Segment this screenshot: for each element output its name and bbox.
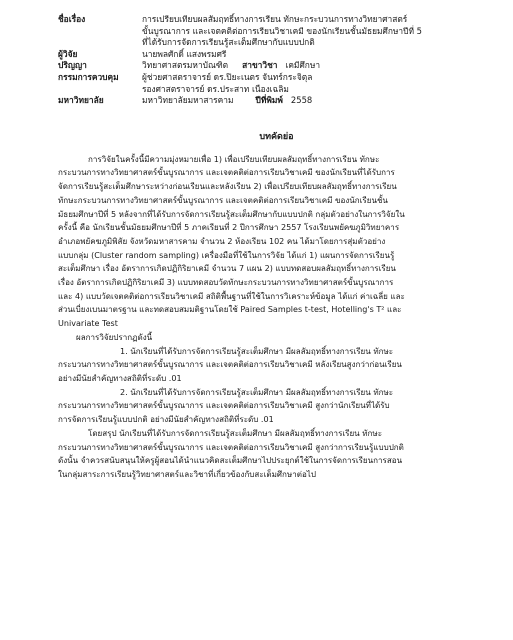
researcher-row — [58, 49, 495, 61]
year-value: 2558 — [290, 95, 313, 106]
university-row — [58, 95, 495, 107]
intro-line: การวิจัยในครั้งนี้มีความมุ่งหมายเพื่อ 1) เพื่อเปรียบเทียบผลสัมฤทธิ์ทางการเรียน ทักษะ — [88, 154, 380, 164]
committee-row — [58, 72, 495, 95]
topic-line: ขั้นบูรณาการ และเจตคติต่อการเรียนวิชาเคมี ของนักเรียนชั้นมัธยมศึกษาปีที่ 5 — [142, 25, 422, 36]
result2-line: กระบวนการทางวิทยาศาสตร์ขั้นบูรณาการ และเจตคติต่อการเรียนวิชาเคมี สูงกว่านักเรียนที่ได้รับ — [58, 401, 390, 411]
result1-line: อย่างมีนัยสำคัญทางสถิติที่ระดับ .01 — [58, 374, 182, 383]
university-name: มหาวิทยาลัยมหาสารคาม — [142, 95, 234, 106]
intro-line: ส่วนเบี่ยงเบนมาตรฐาน และทดสอบสมมติฐานโดยใช้ Paired Samples t-test, Hotelling's T² และ — [58, 305, 402, 315]
intro-line: มัธยมศึกษาปีที่ 5 หลังจากที่ได้รับการจัดการเรียนรู้สะเต็มศึกษากับแบบปกติ กลุ่มตัวอย่างในการวิจัยใน — [58, 209, 405, 219]
major-value: เคมีศึกษา — [285, 60, 321, 71]
intro-line: จัดการเรียนรู้สะเต็มศึกษาระหว่างก่อนเรียนและหลังเรียน 2) เพื่อเปรียบเทียบผลสัมฤทธิ์ทางการเรียน — [58, 182, 397, 192]
major-label: สาขาวิชา — [242, 60, 278, 71]
abstract-body — [58, 153, 495, 482]
intro-line: แบบกลุ่ม (Cluster random sampling) เครื่องมือที่ใช้ในการวิจัย ได้แก่ 1) แผนการจัดการเรียนรู้ — [58, 250, 395, 260]
result2-line: การจัดการเรียนรู้แบบปกติ อย่างมีนัยสำคัญทางสถิติที่ระดับ .01 — [58, 415, 274, 425]
researcher-label: ผู้วิจัย — [58, 48, 78, 59]
results-heading: ผลการวิจัยปรากฏดังนี้ — [76, 332, 153, 342]
intro-line: ทักษะกระบวนการทางวิทยาศาสตร์ขั้นบูรณาการ และเจตคติต่อการเรียนวิชาเคมี ของนักเรียนชั้น — [58, 195, 388, 205]
university-label: มหาวิทยาลัย — [58, 95, 104, 106]
conclusion-line: ในกลุ่มสาระการเรียนรู้วิทยาศาสตร์และวิชาที่เกี่ยวข้องกับสะเต็มศึกษาต่อไป — [58, 469, 316, 479]
result1-line: 1. นักเรียนที่ได้รับการจัดการเรียนรู้สะเต็มศึกษา มีผลสัมฤทธิ์ทางการเรียน ทักษะ — [120, 346, 394, 356]
committee-label: กรรมการควบคุม — [58, 71, 119, 82]
result2-line: 2. นักเรียนที่ได้รับการจัดการเรียนรู้สะเต็มศึกษา มีผลสัมฤทธิ์ทางการเรียน ทักษะ — [120, 387, 394, 397]
intro-line: กระบวนการทางวิทยาศาสตร์ขั้นบูรณาการ และเจตคติต่อการเรียนวิชาเคมี ของนักเรียนที่ได้รับการ — [58, 168, 395, 178]
topic-row — [58, 14, 495, 49]
conclusion-line: ดังนั้น จำควรสนับสนุนให้ครูผู้สอนได้นำแนวคิดสะเต็มศึกษาไปประยุกต์ใช้ในการจัดการเรียนการสอน — [58, 456, 403, 466]
intro-line: ครั้งนี้ คือ นักเรียนชั้นมัธยมศึกษาปีที่ 5 ภาคเรียนที่ 2 ปีการศึกษา 2557 โรงเรียนพยัคฆภูมิวิทยาคาร — [58, 223, 400, 233]
committee-member: รองศาสตราจารย์ ดร.ประสาท เนืองเฉลิม — [142, 83, 289, 94]
topic-value — [142, 14, 495, 49]
degree-label: ปริญญา — [58, 60, 87, 71]
degree-value — [142, 60, 495, 72]
degree-name: วิทยาศาสตรมหาบัณฑิต — [142, 60, 229, 71]
committee-value — [142, 72, 495, 95]
university-value — [142, 95, 495, 107]
degree-row — [58, 60, 495, 72]
topic-line: การเปรียบเทียบผลสัมฤทธิ์ทางการเรียน ทักษะกระบวนการทางวิทยาศาสตร์ — [142, 14, 408, 24]
abstract-title: บทคัดย่อ — [259, 131, 294, 142]
intro-line: สะเต็มศึกษา เรื่อง อัตราการเกิดปฏิกิริยาเคมี จำนวน 7 แผน 2) แบบทดสอบผลสัมฤทธิ์ทางการเรียน — [58, 264, 396, 274]
committee-member: ผู้ช่วยศาสตราจารย์ ดร.ปิยะเนตร จันทร์กระจิตุล — [142, 71, 313, 82]
year-label: ปีที่พิมพ์ — [255, 95, 283, 106]
researcher-value: นายพลศักดิ์ แสงพรมศรี — [142, 48, 227, 59]
intro-line: Univariate Test — [58, 319, 118, 329]
conclusion-line: โดยสรุป นักเรียนที่ได้รับการจัดการเรียนรู้สะเต็มศึกษา มีผลสัมฤทธิ์ทางการเรียน ทักษะ — [88, 428, 383, 438]
conclusion-line: กระบวนการทางวิทยาศาสตร์ขั้นบูรณาการ และเจตคติต่อการเรียนวิชาเคมี สูงกว่าการเรียนรู้แบบปกติ — [58, 442, 404, 452]
intro-line: และ 4) แบบวัดเจตคติต่อการเรียนวิชาเคมี สถิติพื้นฐานที่ใช้ในการวิเคราะห์ข้อมูล ได้แก่ ค่าเฉลี่ย และ — [58, 291, 405, 301]
topic-label: ชื่อเรื่อง — [58, 14, 86, 24]
result1-line: กระบวนการทางวิทยาศาสตร์ขั้นบูรณาการ และเจตคติต่อการเรียนวิชาเคมี หลังเรียนสูงกว่าก่อนเรียน — [58, 360, 402, 370]
topic-line: ที่ได้รับการจัดการเรียนรู้สะเต็มศึกษากับแบบปกติ — [142, 37, 315, 48]
intro-line: อำเภอพยัคฆภูมิพิสัย จังหวัดมหาสารคาม จำนวน 2 ห้องเรียน 102 คน ได้มาโดยการสุ่มตัวอย่าง — [58, 236, 386, 246]
intro-line: เรื่อง อัตราการเกิดปฏิกิริยาเคมี 3) แบบทดสอบวัดทักษะกระบวนการทางวิทยาศาสตร์ขั้นบูรณาการ — [58, 278, 394, 288]
